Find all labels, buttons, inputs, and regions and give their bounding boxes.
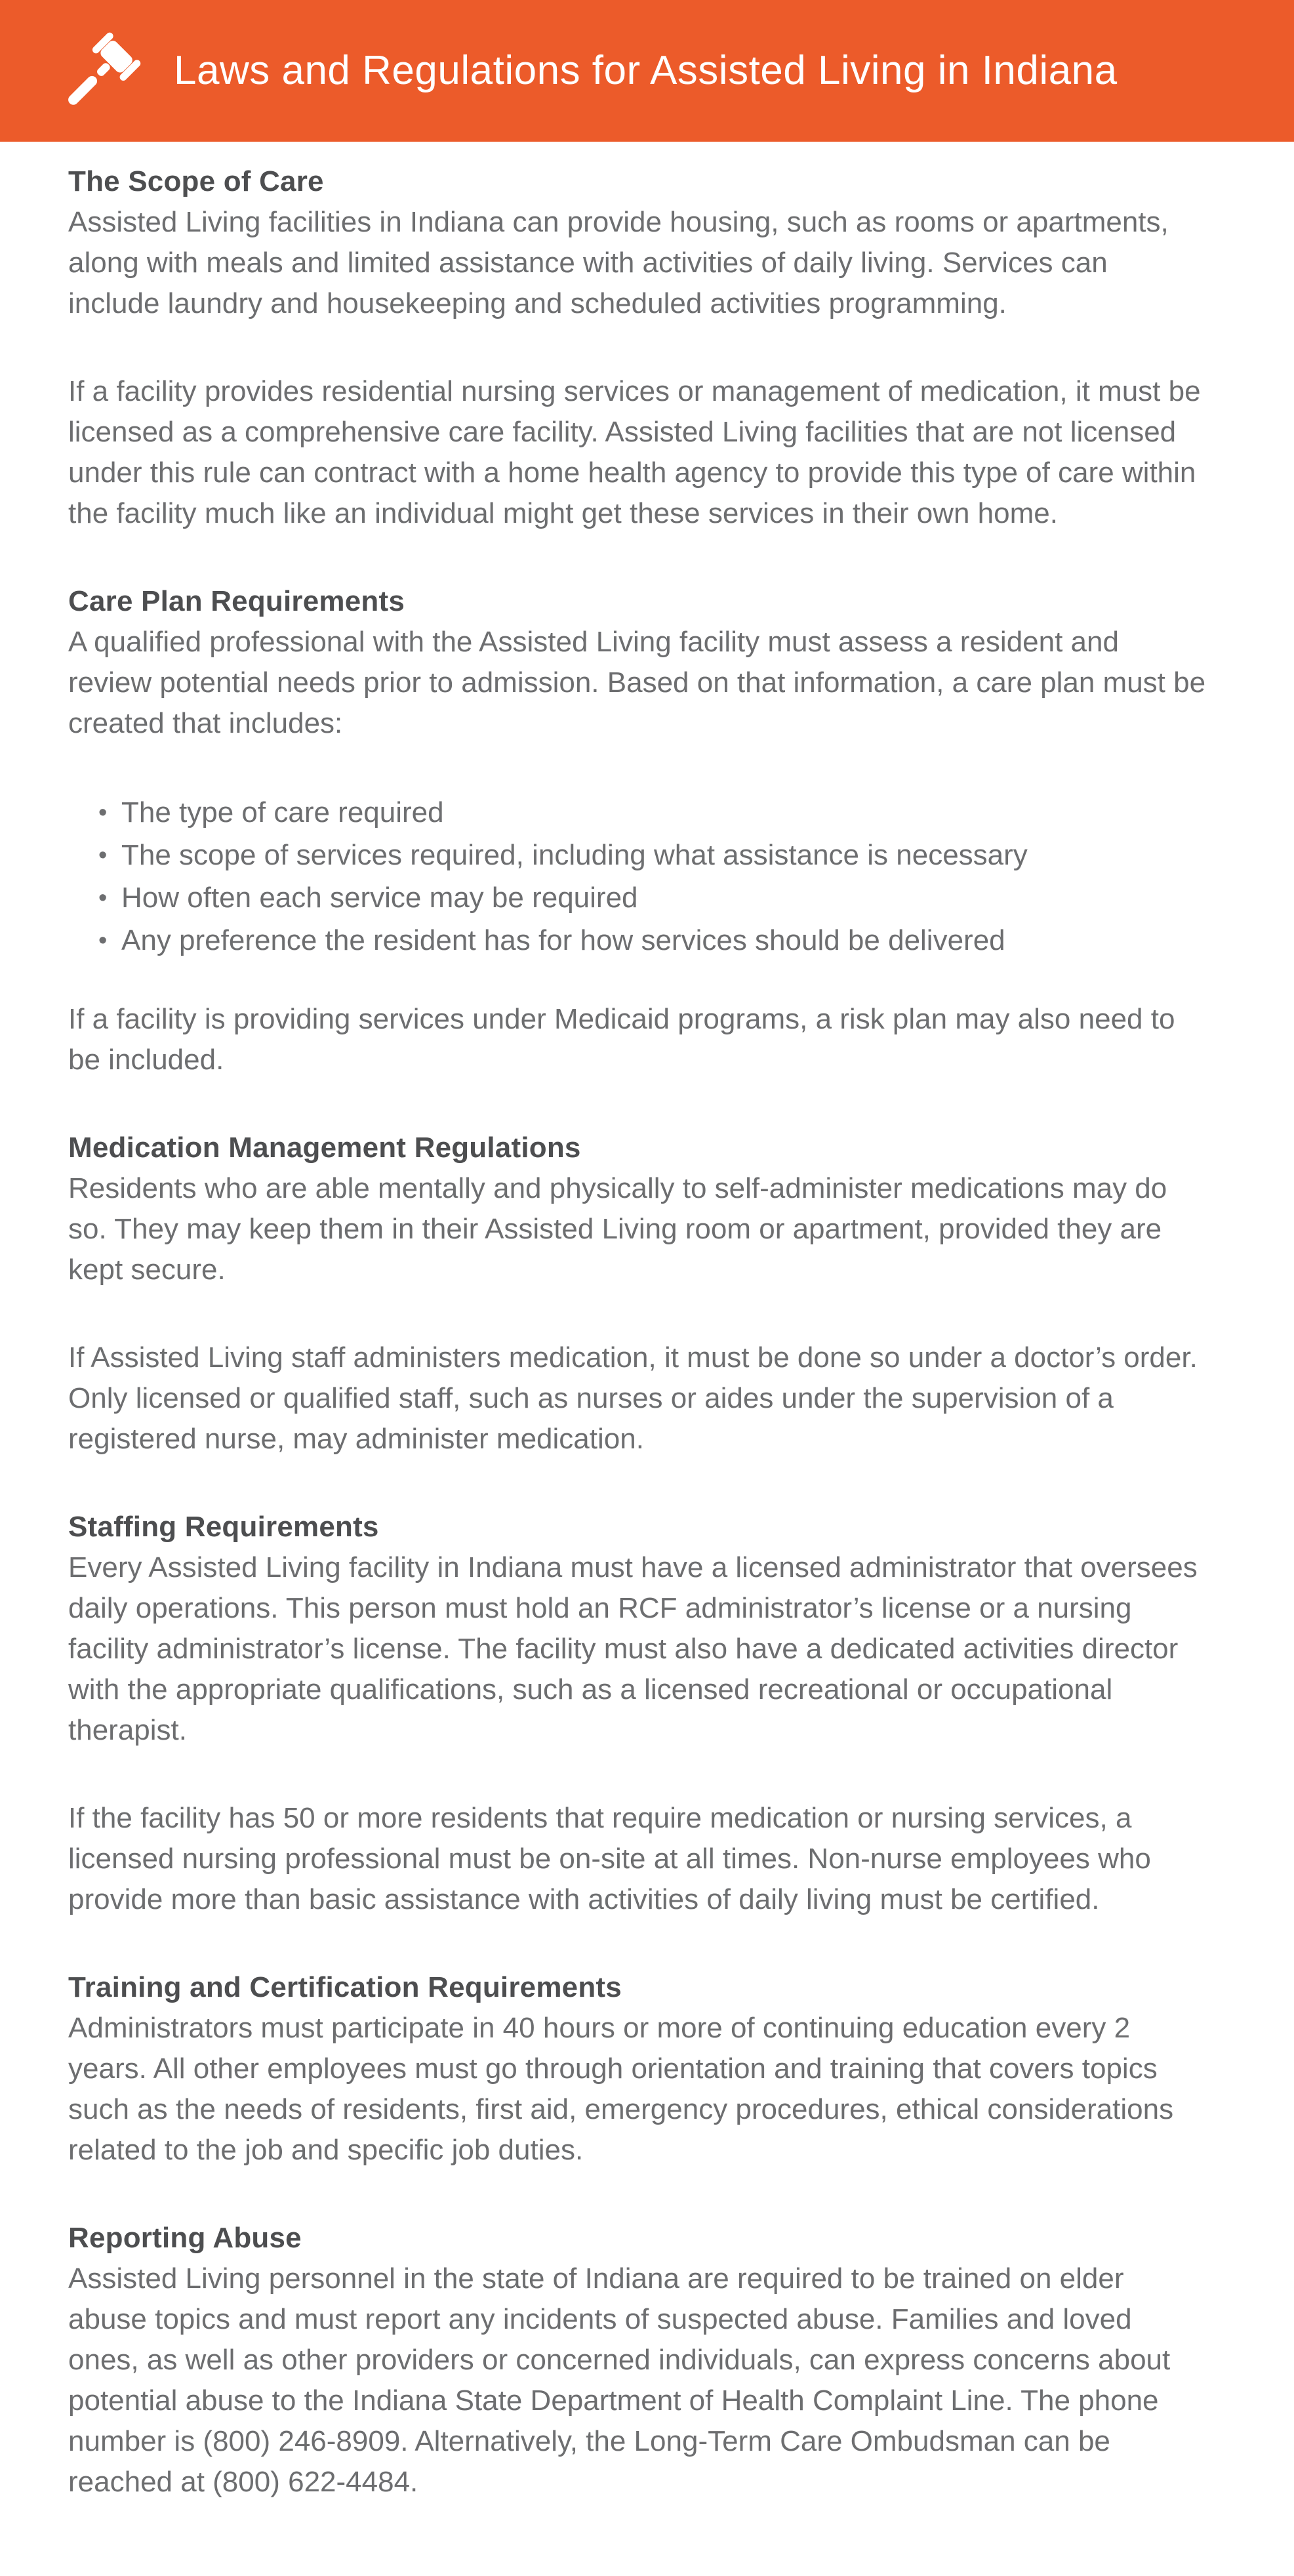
content-section (68, 161, 1207, 534)
paragraph: Every Assisted Living facility in Indiana must have a licensed administrator that oversees daily operations. This person must hold an RCF administrator’s license or a nursing facility administrator’s license. The facility must also have a dedicated activities director with the appropriate qualifications, such as a licensed recreational or occupational therapist. (68, 1551, 1198, 1746)
paragraph: Assisted Living personnel in the state of Indiana are required to be trained on elder abuse topics and must report any incidents of suspected abuse. Families and loved ones, as well as other providers or concerned individuals, can express concerns about potential abuse to the Indiana State Department of Health Complaint Line. The phone number is (800) 246-8909. Alternatively, the Long-Term Care Ombudsman can be reached at (800) 622-4484. (68, 2262, 1171, 2498)
section-heading: The Scope of Care (68, 165, 324, 197)
bullet-list (68, 791, 1207, 962)
page-header (0, 0, 1294, 142)
bullet-item: • The type of care required (68, 791, 1207, 834)
content-section (68, 1967, 1207, 2171)
paragraph: Residents who are able mentally and physically to self-administer medications may do so. They may keep them in their Assisted Living room or apartment, provided they are kept secure. (68, 1172, 1167, 1286)
paragraph: A qualified professional with the Assisted Living facility must assess a resident and review potential needs prior to admission. Based on that information, a care plan must be created that includes: (68, 626, 1206, 739)
bullet-item: • How often each service may be required (68, 876, 1207, 919)
content-section (68, 2218, 1207, 2503)
paragraph: Assisted Living facilities in Indiana can provide housing, such as rooms or apartments, along with meals and limited assistance with activities of daily living. Services can include laundry and housekeeping and scheduled activities programming. (68, 206, 1169, 319)
paragraph: Administrators must participate in 40 hours or more of continuing education every 2 years. All other employees must go through orientation and training that covers topics such as the needs of residents, first aid, emergency procedures, ethical considerations related to the job and specific job duties. (68, 2012, 1174, 2166)
bullet-item: • The scope of services required, including what assistance is necessary (68, 834, 1207, 876)
gavel-icon (64, 30, 145, 112)
section-heading: Staffing Requirements (68, 1511, 379, 1543)
section-heading: Care Plan Requirements (68, 585, 405, 617)
paragraph: If Assisted Living staff administers medication, it must be done so under a doctor’s order. Only licensed or qualified staff, such as nurses or aides under the supervision of a registered nurse, may administer medication. (68, 1341, 1198, 1455)
section-heading: Medication Management Regulations (68, 1132, 581, 1164)
page-title: Laws and Regulations for Assisted Living in Indiana (174, 47, 1118, 93)
section-heading: Training and Certification Requirements (68, 1971, 622, 2003)
paragraph: If the facility has 50 or more residents that require medication or nursing services, a licensed nursing professional must be on-site at all times. Non-nurse employees who provide more than basic assistance with activities of daily living must be certified. (68, 1802, 1151, 1915)
bullet-item: • Any preference the resident has for how services should be delivered (68, 919, 1207, 962)
content-section (68, 1128, 1207, 1460)
paragraph: If a facility provides residential nursing services or management of medication, it must be licensed as a comprehensive care facility. Assisted Living facilities that are not licensed under this rule can contract with a home health agency to provide this type of care within the facility much like an individual might get these services in their own home. (68, 375, 1201, 529)
section-heading: Reporting Abuse (68, 2222, 302, 2254)
content-section (68, 581, 1207, 1080)
article-content (0, 142, 1294, 2576)
content-section (68, 1507, 1207, 1920)
paragraph: If a facility is providing services under Medicaid programs, a risk plan may also need to be included. (68, 1003, 1175, 1076)
